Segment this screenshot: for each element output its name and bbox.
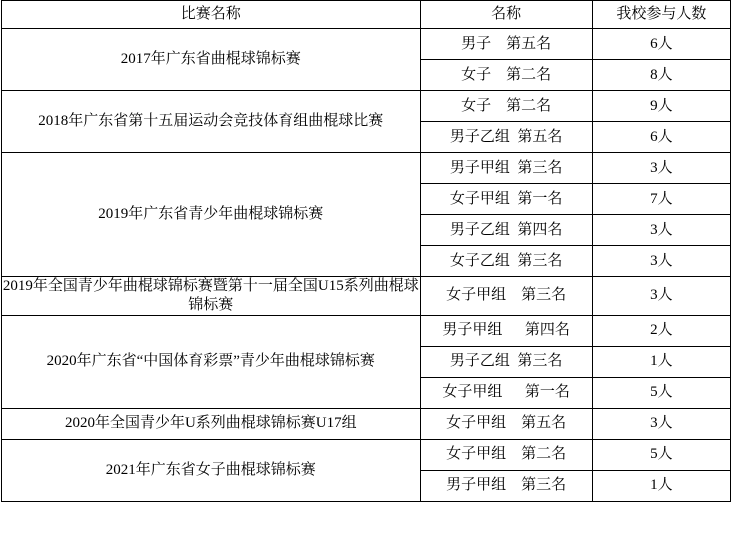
participant-count-cell: 3人 (592, 408, 730, 439)
table-row (2, 91, 731, 122)
result-name-cell: 男子甲组 第三名 (420, 153, 592, 184)
result-name-cell: 男子乙组 第三名 (420, 346, 592, 377)
result-name-cell: 女子 第二名 (420, 91, 592, 122)
result-name-cell: 男子甲组 第四名 (420, 315, 592, 346)
participant-count-cell: 3人 (592, 215, 730, 246)
participant-count-cell: 3人 (592, 153, 730, 184)
event-name-cell: 2020年广东省“中国体育彩票”青少年曲棍球锦标赛 (2, 315, 421, 408)
participant-count-cell: 3人 (592, 277, 730, 316)
participant-count-cell: 2人 (592, 315, 730, 346)
participant-count-cell: 1人 (592, 346, 730, 377)
result-name-cell: 女子 第二名 (420, 60, 592, 91)
result-name-cell: 男子乙组 第五名 (420, 122, 592, 153)
participant-count-cell: 5人 (592, 439, 730, 470)
header-count: 我校参与人数 (592, 1, 730, 29)
participant-count-cell: 6人 (592, 122, 730, 153)
table-header-row (2, 1, 731, 29)
table-body (2, 29, 731, 502)
participant-count-cell: 9人 (592, 91, 730, 122)
result-name-cell: 男子乙组 第四名 (420, 215, 592, 246)
result-name-cell: 男子甲组 第三名 (420, 470, 592, 501)
result-name-cell: 女子甲组 第一名 (420, 377, 592, 408)
table-row (2, 153, 731, 184)
result-name-cell: 女子甲组 第二名 (420, 439, 592, 470)
result-name-cell: 女子甲组 第一名 (420, 184, 592, 215)
table-row (2, 277, 731, 316)
header-event: 比赛名称 (2, 1, 421, 29)
event-name-cell: 2020年全国青少年U系列曲棍球锦标赛U17组 (2, 408, 421, 439)
event-name-cell: 2018年广东省第十五届运动会竞技体育组曲棍球比赛 (2, 91, 421, 153)
event-name-cell: 2021年广东省女子曲棍球锦标赛 (2, 439, 421, 501)
participant-count-cell: 7人 (592, 184, 730, 215)
result-name-cell: 女子甲组 第三名 (420, 277, 592, 316)
table-header (2, 1, 731, 29)
table-row (2, 315, 731, 346)
result-name-cell: 女子甲组 第五名 (420, 408, 592, 439)
participant-count-cell: 3人 (592, 246, 730, 277)
result-name-cell: 男子 第五名 (420, 29, 592, 60)
participant-count-cell: 1人 (592, 470, 730, 501)
competition-results-table (1, 0, 731, 502)
participant-count-cell: 5人 (592, 377, 730, 408)
table-row (2, 29, 731, 60)
event-name-cell: 2019年广东省青少年曲棍球锦标赛 (2, 153, 421, 277)
table-row (2, 408, 731, 439)
participant-count-cell: 8人 (592, 60, 730, 91)
header-name: 名称 (420, 1, 592, 29)
event-name-cell: 2017年广东省曲棍球锦标赛 (2, 29, 421, 91)
result-name-cell: 女子乙组 第三名 (420, 246, 592, 277)
table-row (2, 439, 731, 470)
event-name-cell: 2019年全国青少年曲棍球锦标赛暨第十一届全国U15系列曲棍球锦标赛 (2, 277, 421, 316)
participant-count-cell: 6人 (592, 29, 730, 60)
